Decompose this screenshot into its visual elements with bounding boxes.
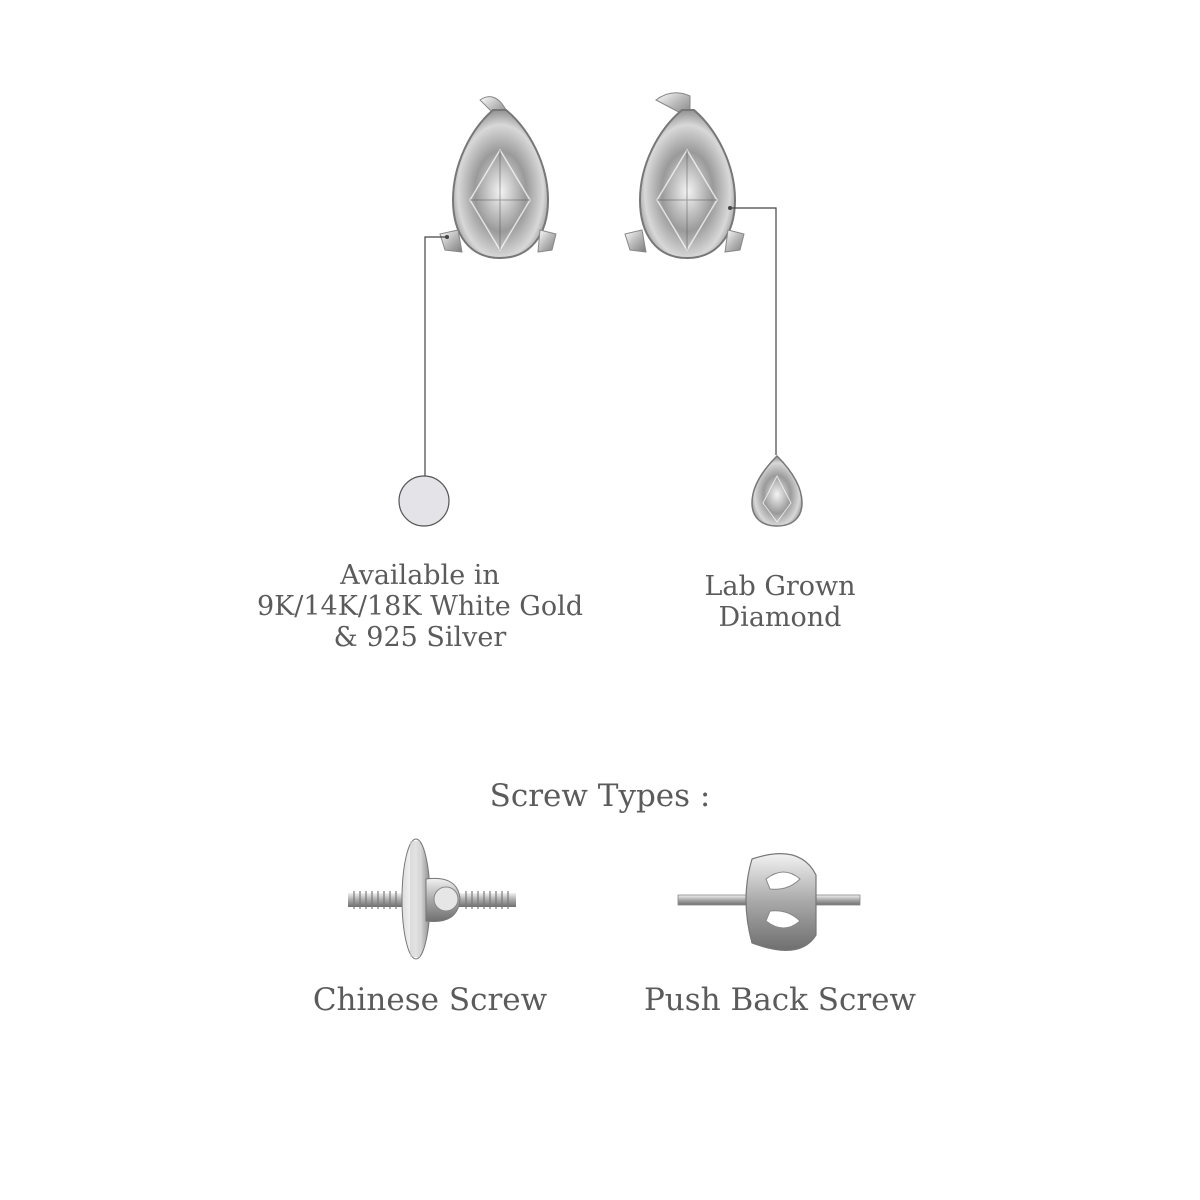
- stone-line-1: Lab Grown: [704, 571, 856, 602]
- metal-line-3: & 925 Silver: [333, 622, 507, 653]
- metal-availability-label: [240, 560, 600, 653]
- stone-type-label: [640, 571, 920, 633]
- metal-line-2: 9K/14K/18K White Gold: [256, 591, 584, 622]
- white-gold-swatch-icon: [399, 476, 449, 526]
- push-back-screw-label: Push Back Screw: [643, 982, 917, 1018]
- left-earring-icon: [440, 97, 556, 258]
- chinese-screw-icon: [348, 839, 516, 959]
- stone-line-2: Diamond: [718, 602, 842, 633]
- screw-illustrations: [330, 835, 890, 975]
- chinese-screw-label: Chinese Screw: [312, 982, 548, 1018]
- earrings-illustration: [0, 0, 1200, 560]
- metal-line-1: Available in: [340, 560, 500, 591]
- metal-leader-line: [425, 237, 447, 477]
- pear-diamond-icon: [752, 456, 802, 526]
- right-earring-icon: [625, 93, 744, 258]
- push-back-icon: [678, 854, 860, 951]
- screw-types-title: Screw Types :: [489, 778, 711, 814]
